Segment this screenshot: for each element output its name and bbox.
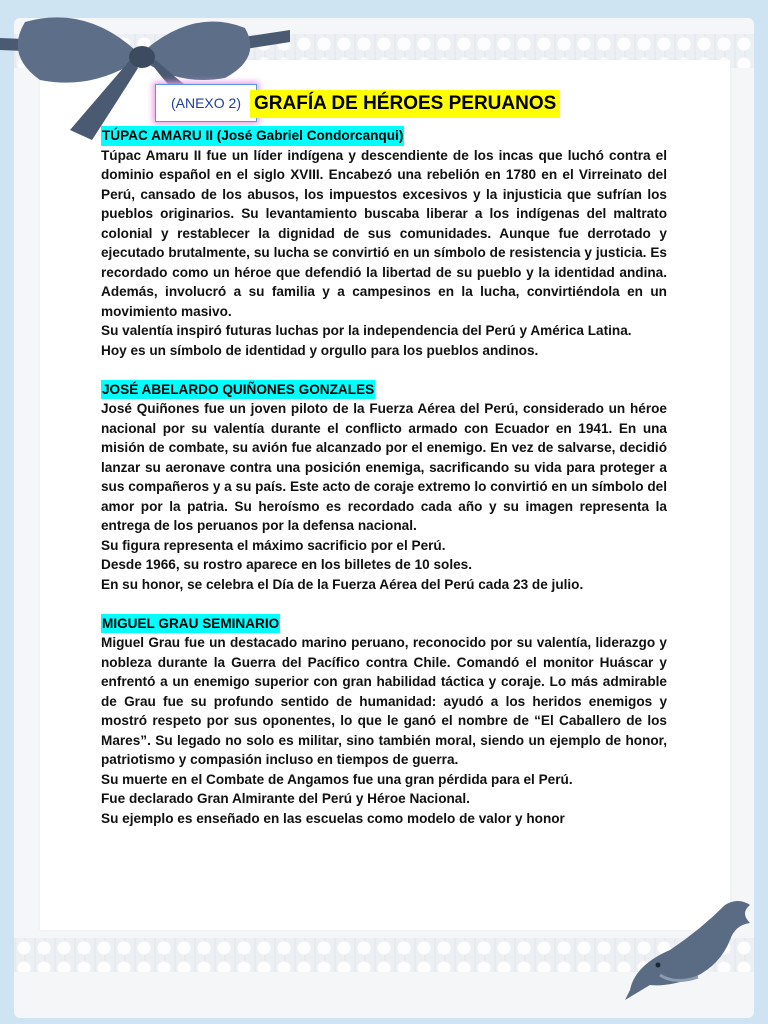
section-heading: MIGUEL GRAU SEMINARIO xyxy=(101,614,280,634)
annex-label: (ANEXO 2) xyxy=(155,84,257,122)
section-body: Miguel Grau fue un destacado marino peruano, reconocido por su valentía, liderazgo y nobleza durante la Guerra del Pacífico contra Chile. Comandó el monitor Huáscar y enfrentó a un enemigo superior con gran habilidad táctica y coraje. Lo más admirable de Grau fue su profundo sentido de humanidad: ayudó a los heridos enemigos y mostró respeto por sus oponentes, lo que le ganó el nombre de “El Caballero de los Mares”. Su legado no solo es militar, sino también moral, siendo un ejemplo de honor, patriotismo y compasión incluso en tiempos de guerra. xyxy=(101,635,667,767)
section-extra-line: Su figura representa el máximo sacrificio por el Perú. xyxy=(101,537,446,553)
section-miguel-grau xyxy=(101,614,667,829)
whale-icon xyxy=(600,895,760,1005)
section-extra-line: En su honor, se celebra el Día de la Fuerza Aérea del Perú cada 23 de julio. xyxy=(101,576,584,592)
section-tupac-amaru xyxy=(101,126,667,360)
section-jose-quinones xyxy=(101,380,667,595)
section-heading: TÚPAC AMARU II (José Gabriel Condorcanqui) xyxy=(101,126,404,146)
page-title: GRAFÍA DE HÉROES PERUANOS xyxy=(250,90,560,118)
section-extra-line: Hoy es un símbolo de identidad y orgullo para los pueblos andinos. xyxy=(101,342,539,358)
section-heading: JOSÉ ABELARDO QUIÑONES GONZALES xyxy=(101,380,375,400)
biography-content xyxy=(101,126,667,848)
section-extra-line: Su valentía inspiró futuras luchas por la independencia del Perú y América Latina. xyxy=(101,323,632,338)
section-extra-line: Su muerte en el Combate de Angamos fue una gran pérdida para el Perú. xyxy=(101,771,573,787)
section-extra-line: Desde 1966, su rostro aparece en los billetes de 10 soles. xyxy=(101,557,472,572)
section-body: Túpac Amaru II fue un líder indígena y descendiente de los incas que luchó contra el dominio español en el siglo XVIII. Encabezó una rebelión en 1780 en el Virreinato del Perú, cansado de los abusos, los impuestos excesivos y la injusticia que sufrían los pueblos originarios. Su levantamiento buscaba liberar a los indígenas del maltrato colonial y restablecer la dignidad de sus comunidades. Aunque fue derrotado y ejecutado brutalmente, su lucha se convirtió en un símbolo de resistencia y justicia. Es recordado como un héroe que defendió la libertad de su pueblo y la identidad andina. Además, involucró a su familia y a campesinos en la lucha, convirtiéndola en un movimiento masivo. xyxy=(101,147,667,319)
section-body: José Quiñones fue un joven piloto de la Fuerza Aérea del Perú, considerado un héroe nacional por su valentía durante el conflicto armado con Ecuador en 1941. En una misión de combate, su avión fue alcanzado por el enemigo. En vez de salvarse, decidió lanzar su aeronave contra una posición enemiga, sacrificando su vida para proteger a sus compañeros y a su país. Este acto de coraje extremo lo convirtió en un símbolo del amor por la patria. Su heroísmo es recordado cada año y su imagen representa la entrega de los peruanos por la defensa nacional. xyxy=(101,401,667,533)
section-extra-line: Fue declarado Gran Almirante del Perú y Héroe Nacional. xyxy=(101,791,470,806)
section-extra-line: Su ejemplo es enseñado en las escuelas como modelo de valor y honor xyxy=(101,810,565,826)
